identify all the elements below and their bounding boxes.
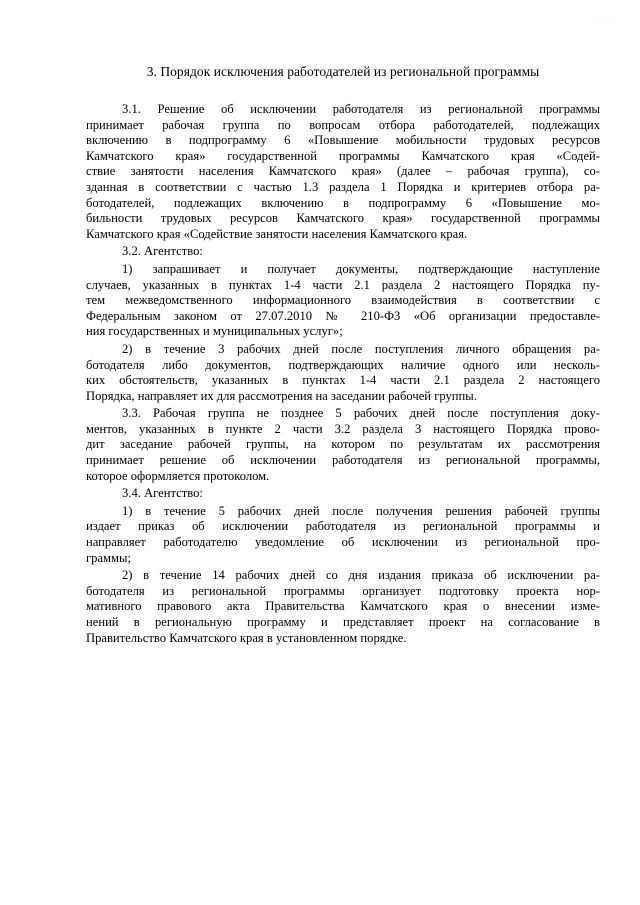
paragraph-3-2-item-1 xyxy=(86,262,600,340)
document-content xyxy=(86,64,600,648)
text-line: ния государственных и муниципальных услуг»; xyxy=(86,324,343,339)
text-line: 2) в течение 14 рабочих дней со дня издания приказа об исключении ра- xyxy=(122,568,600,583)
text-line: 1) в течение 5 рабочих дней после получения решения рабочей группы xyxy=(122,503,600,518)
text-line: ствие занятости населения Камчатского края» (далее – рабочая группа), со- xyxy=(86,164,600,179)
paragraph-3-4-item-2 xyxy=(86,568,600,646)
text-line: бильности трудовых ресурсов Камчатского края» государственной программы xyxy=(86,211,600,226)
text-line: которое оформляется протоколом. xyxy=(86,468,270,483)
text-line: Порядка, направляет их для рассмотрения на заседании рабочей группы. xyxy=(86,388,477,403)
paragraph-3-2-heading xyxy=(86,244,600,260)
text-line: граммы; xyxy=(86,550,131,565)
text-line: случаев, указанных в пунктах 1-4 части 2.1 раздела 2 настоящего Порядка пу- xyxy=(86,277,600,292)
text-line: включению в подпрограмму 6 «Повышение мобильности трудовых ресурсов xyxy=(86,133,600,148)
text-line: ких обстоятельств, указанных в пунктах 1-4 части 2.1 раздела 2 настоящего xyxy=(86,373,600,388)
section-title: 3. Порядок исключения работодателей из региональной программы xyxy=(146,64,540,79)
text-line: Правительство Камчатского края в установленном порядке. xyxy=(86,630,407,645)
text-line: Федеральным законом от 27.07.2010 № 210-ФЗ «Об организации предоставле- xyxy=(86,308,600,323)
text-line: Камчатского края «Содействие занятости населения Камчатского края. xyxy=(86,226,468,241)
text-line: ботодателей, подлежащих включению в подпрограмму 6 «Повышение мо- xyxy=(86,195,600,210)
text-line: Камчатского края» государственной программы Камчатского края «Содей- xyxy=(86,148,600,163)
paragraph-3-4-heading xyxy=(86,486,600,502)
paragraph-3-1 xyxy=(86,102,600,242)
paragraph-3-2-item-2 xyxy=(86,342,600,404)
text-line: 3.2. Агентство: xyxy=(122,244,203,259)
text-line: ботодателя из региональной программы организует подготовку проекта нор- xyxy=(86,583,600,598)
text-line: 3.1. Решение об исключении работодателя из региональной программы xyxy=(122,102,600,116)
text-line: нений в региональную программу и представляет проект на согласование в xyxy=(86,615,600,629)
text-line: 3.3. Рабочая группа не позднее 5 рабочих дней после поступления доку- xyxy=(122,406,600,421)
text-line: издает приказ об исключении работодателя из региональной программы и xyxy=(86,519,600,534)
text-line: тем межведомственного информационного взаимодействия в соответствии с xyxy=(86,293,600,308)
text-line: 3.4. Агентство: xyxy=(122,486,203,501)
corner-marks: . . . xyxy=(595,16,618,22)
text-line: принимает рабочая группа по вопросам отбора работодателей, подлежащих xyxy=(86,117,600,132)
text-line: принимает решение об исключении работодателя из региональной программы, xyxy=(86,453,600,468)
paragraph-3-3 xyxy=(86,406,600,484)
text-line: направляет работодателю уведомление об исключении из региональной про- xyxy=(86,535,600,550)
text-line: мативного правового акта Правительства Камчатского края о внесении изме- xyxy=(86,599,600,614)
text-line: ментов, указанных в пункте 2 части 3.2 раздела 3 настоящего Порядка прово- xyxy=(86,421,600,436)
document-body xyxy=(86,102,600,646)
text-line: 2) в течение 3 рабочих дней после поступления личного обращения ра- xyxy=(122,341,600,356)
text-line: ботодателя либо документов, подтверждающих наличие одного или несколь- xyxy=(86,357,600,372)
paragraph-3-4-item-1 xyxy=(86,504,600,566)
text-line: 1) запрашивает и получает документы, подтверждающие наступление xyxy=(122,261,600,276)
text-line: зданная в соответствии с частью 1.3 раздела 1 Порядка и критериев отбора ра- xyxy=(86,179,600,194)
text-line: дит заседание рабочей группы, на котором по результатам их рассмотрения xyxy=(86,437,600,452)
